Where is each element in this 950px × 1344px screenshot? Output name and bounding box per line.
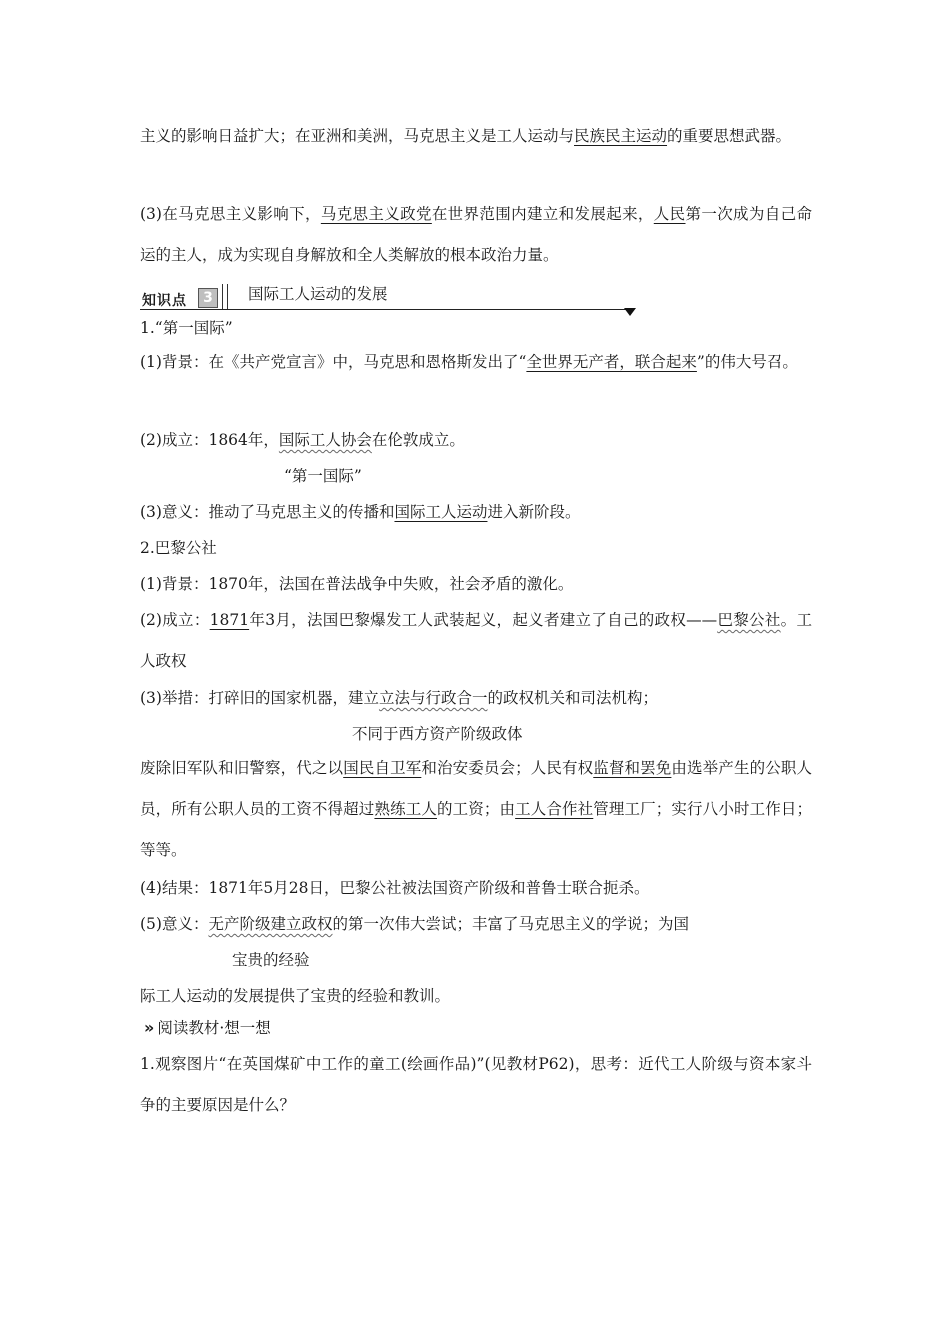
first-intl-significance xyxy=(140,502,581,522)
wavy-underlined-term: 无产阶级建立政权 xyxy=(208,915,333,933)
triangle-down-icon xyxy=(624,308,636,316)
text: 和治安委员会；人民有权 xyxy=(421,759,594,777)
section-heading-paris-commune: 2.巴黎公社 xyxy=(140,539,217,557)
document-page xyxy=(140,0,812,1344)
underlined-term: 国际工人运动 xyxy=(394,503,488,521)
text: 的工资；由 xyxy=(436,800,516,818)
text: 年3月，法国巴黎爆发工人武装起义，起义者建立了自己的政权—— xyxy=(249,611,718,629)
paris-measures xyxy=(140,688,658,708)
text: 在世界范围内建立和发展起来， xyxy=(431,205,654,223)
paris-significance xyxy=(140,914,689,934)
annotation-workers-regime: 工人政权 xyxy=(140,611,812,670)
text: ”的伟大号召。 xyxy=(696,353,798,371)
reading-section-title xyxy=(144,1018,271,1038)
wavy-underlined-term: 巴黎公社 xyxy=(717,611,781,629)
text: (3)在马克思主义影响下， xyxy=(140,205,321,223)
paris-background: (1)背景：1870年，法国在普法战争中失败，社会矛盾的激化。 xyxy=(140,575,574,593)
text: 管理工厂；实行八小时工作日；等等。 xyxy=(140,800,812,859)
underlined-term: 监督和罢免 xyxy=(593,759,672,777)
underlined-term: 熟练工人 xyxy=(374,800,437,818)
text: 在伦敦成立。 xyxy=(371,431,465,449)
paris-establishment xyxy=(140,600,812,682)
wavy-underlined-term: 国际工人协会 xyxy=(278,431,372,449)
text: 的重要思想武器。 xyxy=(667,127,792,145)
text: (2)成立：1864年， xyxy=(140,431,279,449)
annotation-regime-difference: 不同于西方资产阶级政体 xyxy=(352,725,523,743)
underlined-term: 国民自卫军 xyxy=(343,759,422,777)
wavy-underlined-term: 立法与行政合一 xyxy=(378,689,488,707)
text: (2)成立： xyxy=(140,611,210,629)
paris-measures-detail xyxy=(140,748,812,871)
reading-question-1: 1.观察图片“在英国煤矿中工作的童工(绘画作品)”(见教材P62)，思考：近代工人阶级与资本家斗争的主要原因是什么？ xyxy=(140,1055,812,1114)
annotation-valuable-experience: 宝贵的经验 xyxy=(232,951,310,969)
text: (3)意义：推动了马克思主义的传播和 xyxy=(140,503,395,521)
annotation-first-international: “第一国际” xyxy=(284,467,362,485)
text: 阅读教材·想一想 xyxy=(157,1019,271,1037)
text: 由选举产生的公职人员，所有公职人员的工资不得超过 xyxy=(140,759,812,818)
underlined-term: 工人合作社 xyxy=(515,800,594,818)
knowledge-point-label: 知识点 xyxy=(142,293,187,309)
knowledge-point-header xyxy=(140,284,640,316)
section-heading-first-international: 1.“第一国际” xyxy=(140,319,233,337)
divider-bar-icon xyxy=(222,284,228,310)
text: 的政权机关和司法机构； xyxy=(487,689,658,707)
text: 废除旧军队和旧警察，代之以 xyxy=(140,759,344,777)
text: (3)举措：打碎旧的国家机器，建立 xyxy=(140,689,379,707)
first-intl-establishment xyxy=(140,430,465,450)
text: 主义的影响日益扩大；在亚洲和美洲，马克思主义是工人运动与 xyxy=(140,127,575,145)
first-intl-background xyxy=(140,342,812,383)
text: (5)意义： xyxy=(140,915,209,933)
knowledge-point-number-badge: 3 xyxy=(198,288,218,308)
knowledge-point-title: 国际工人运动的发展 xyxy=(248,285,388,303)
text: (1)背景：在《共产党宣言》中，马克思和恩格斯发出了“ xyxy=(140,353,527,371)
paris-significance-cont: 际工人运动的发展提供了宝贵的经验和教训。 xyxy=(140,987,451,1005)
underlined-term: 人民 xyxy=(653,205,686,223)
text: 第一次成为自己命运的主人，成为实现自身解放和全人类解放的根本政治力量。 xyxy=(140,205,812,264)
underlined-term: 民族民主运动 xyxy=(574,127,668,145)
text: 的第一次伟大尝试；丰富了马克思主义的学说；为国 xyxy=(332,915,689,933)
point-3-paragraph xyxy=(140,194,812,276)
underlined-term: 马克思主义政党 xyxy=(320,205,432,223)
underlined-term: 全世界无产者，联合起来 xyxy=(526,353,697,371)
text: 进入新阶段。 xyxy=(487,503,581,521)
intro-paragraph xyxy=(140,116,812,157)
underlined-term: 1871 xyxy=(209,611,250,629)
text: 。 xyxy=(780,611,797,629)
paris-result: (4)结果：1871年5月28日，巴黎公社被法国资产阶级和普鲁士联合扼杀。 xyxy=(140,879,650,897)
header-rule xyxy=(140,309,628,310)
double-chevron-right-icon: » xyxy=(144,1018,152,1037)
